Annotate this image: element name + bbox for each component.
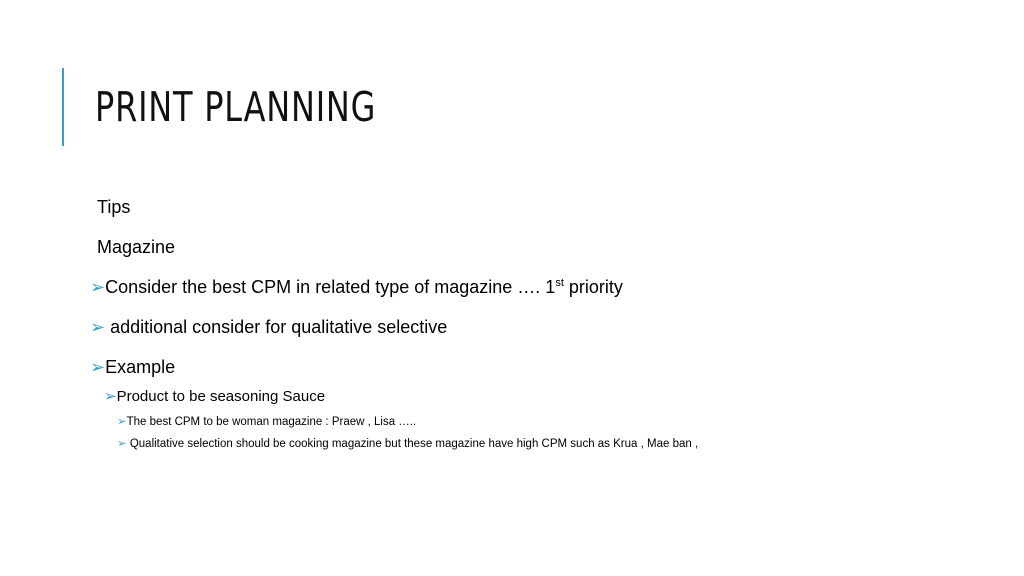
bullet-text: Qualitative selection should be cooking magazine but these magazine have high CPM such as Krua , Mae ban , — [126, 438, 699, 450]
sub-bullet-product — [104, 387, 325, 405]
bullet-text: additional consider for qualitative selective — [105, 317, 448, 337]
bullet-text: Product to be seasoning Sauce — [116, 388, 326, 405]
arrow-bullet-icon: ➢ — [117, 438, 127, 450]
magazine-label: Magazine — [97, 237, 176, 257]
bullet-text-tail: priority — [563, 277, 623, 297]
bullet-text: Consider the best CPM in related type of magazine …. 1 — [105, 277, 556, 297]
arrow-bullet-icon: ➢ — [90, 357, 106, 377]
ordinal-suffix: st — [555, 277, 564, 289]
slide-title: PRINT PLANNING — [95, 83, 377, 131]
sub-sub-bullet-qualitative-selection — [117, 436, 698, 450]
bullet-consider-cpm — [90, 277, 623, 298]
sub-sub-bullet-best-cpm — [117, 414, 416, 428]
bullet-example — [90, 357, 175, 378]
title-accent-bar — [62, 68, 64, 146]
arrow-bullet-icon: ➢ — [117, 416, 127, 428]
bullet-text: The best CPM to be woman magazine : Praew , Lisa ….. — [126, 416, 417, 428]
bullet-text: Example — [105, 357, 176, 377]
tips-label: Tips — [97, 197, 131, 217]
arrow-bullet-icon: ➢ — [90, 277, 106, 297]
arrow-bullet-icon: ➢ — [104, 388, 117, 405]
bullet-qualitative — [90, 317, 447, 338]
arrow-bullet-icon: ➢ — [90, 317, 106, 337]
